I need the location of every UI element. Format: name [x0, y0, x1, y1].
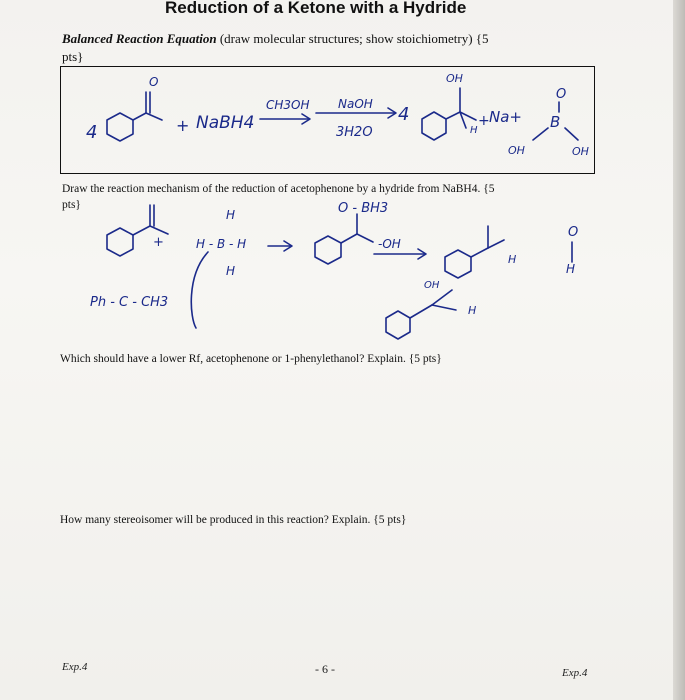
page-title: Reduction of a Ketone with a Hydride — [165, 0, 467, 17]
equation-plus-1: + — [176, 116, 190, 135]
equation-coef-ketone: 4 — [86, 122, 98, 143]
mech-product-h: H — [468, 304, 477, 317]
equation-reagent: NaBH4 — [196, 113, 255, 133]
borate-oh-right: OH — [572, 145, 589, 158]
mech-alkoxide — [315, 214, 373, 264]
footer-right: Exp.4 — [562, 667, 588, 679]
equation-na-ion: Na+ — [489, 108, 522, 126]
borate-bond-2 — [533, 128, 548, 140]
mech-ph-label: Ph - C - CH3 — [90, 295, 169, 310]
footer-page-number: - 6 - — [315, 662, 335, 676]
mech-borane-h: H — [566, 262, 576, 276]
question-2-heading: Draw the reaction mechanism of the reduction of acetophenone by a hydride from NaBH4. {5 — [62, 183, 495, 195]
question-4: How many stereoisomer will be produced in this reaction? Explain. {5 pts} — [60, 514, 407, 526]
svg-text:O: O — [149, 75, 159, 89]
equation-oh-label: OH — [446, 72, 463, 85]
mech-bh4-bottom: H — [226, 264, 236, 278]
question-1-points: pts} — [62, 49, 84, 64]
mech-alkoxide-label: O - BH3 — [338, 201, 389, 216]
mech-step2-reagent: -OH — [378, 237, 401, 251]
footer-left: Exp.4 — [62, 661, 88, 673]
equation-below-arrow: 3H2O — [336, 125, 373, 140]
borate-bond-3 — [565, 128, 578, 140]
acetophenone-structure — [107, 75, 162, 141]
mech-alkoxide-2 — [445, 226, 504, 278]
equation-plus-2: + — [478, 113, 490, 129]
equation-coef-alcohol: 4 — [398, 104, 410, 125]
borate-oxygen: O — [556, 87, 567, 102]
question-3: Which should have a lower Rf, acetophenone or 1-phenylethanol? Explain. {5 pts} — [60, 353, 442, 365]
mech-bh4-top: H — [226, 208, 236, 222]
equation-above-arrow: CH3OH — [266, 98, 310, 112]
question-1-label: Reaction Equation — [112, 31, 217, 46]
mech-borane-oxygen: O — [568, 225, 579, 240]
mech-plus: + — [153, 235, 164, 250]
equation-naoh: NaOH — [338, 97, 373, 111]
mech-bh4-middle: H - B - H — [196, 237, 247, 251]
borate-oh-left: OH — [508, 144, 525, 157]
equation-h-label: H — [470, 125, 478, 136]
question-1-bold: Balanced — [62, 31, 113, 46]
mech-product-oh: OH — [424, 280, 440, 291]
phenylethanol-structure — [422, 88, 476, 140]
mech-product — [386, 290, 456, 339]
mech-alkoxide2-h: H — [508, 253, 517, 266]
mech-curved-arrow — [191, 252, 208, 328]
borate-boron: B — [550, 113, 561, 131]
question-1-instructions: (draw molecular structures; show stoichiometry) {5 — [219, 31, 489, 46]
question-2-points: pts} — [62, 199, 81, 211]
